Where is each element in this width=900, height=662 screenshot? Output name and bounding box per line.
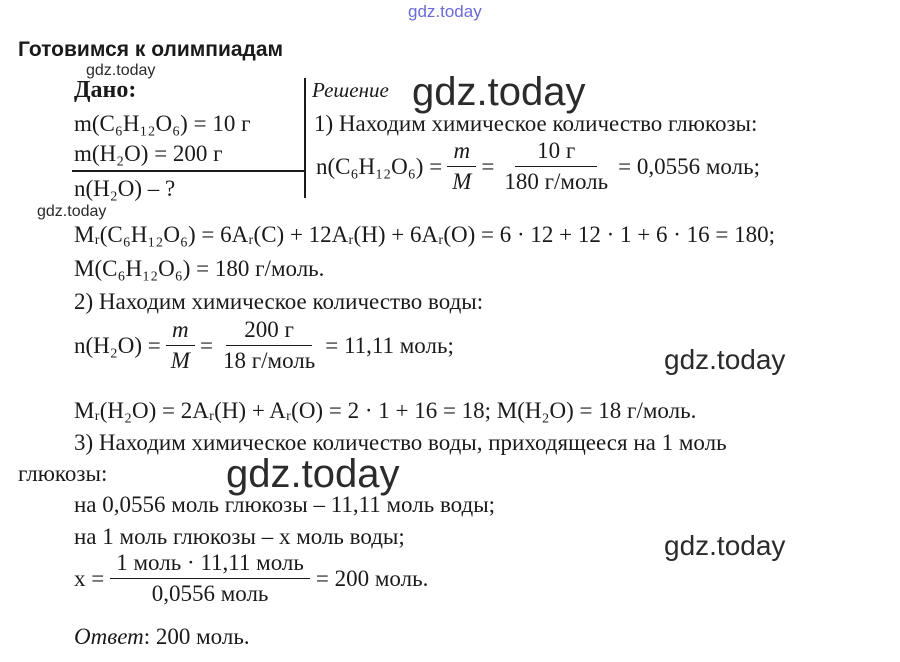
- eq2-rhs: = 11,11 моль;: [325, 332, 454, 358]
- eq3-den: 0,0556 моль: [151, 581, 269, 606]
- watermark-right-2: gdz.today: [664, 530, 786, 561]
- eq1-fraction-1: [446, 138, 477, 195]
- mr-glucose-line: Mᵣ(C₆H₁₂O₆) = 6Aᵣ(C) + 12Aᵣ(H) + 6Aᵣ(O) = 6 · 12 + 12 · 1 + 6 · 16 = 180;: [74, 222, 776, 247]
- solution-step-1: 1) Находим химическое количество глюкозы:: [314, 111, 758, 136]
- solution-step-2: 2) Находим химическое количество воды:: [74, 289, 484, 314]
- answer-line: [74, 624, 250, 650]
- given-line-3: n(H₂O) – ?: [74, 176, 176, 201]
- watermark-solution: gdz.today: [412, 70, 586, 114]
- eq2-fraction-1: [165, 317, 196, 374]
- proportion-line-2: на 1 моль глюкозы – x моль воды;: [74, 524, 405, 549]
- eq1-equals: =: [481, 153, 495, 179]
- equation-2: [74, 317, 454, 374]
- given-line-2: m(H₂O) = 200 г: [74, 141, 223, 166]
- eq1-lhs: n(C₆H₁₂O₆) =: [316, 153, 443, 179]
- eq3-lhs: x =: [74, 565, 105, 591]
- eq1-f1-num: m: [447, 138, 476, 167]
- mr-water-line: Mᵣ(H₂O) = 2Aᵣ(H) + Aᵣ(O) = 2 · 1 + 16 = 18; M(H₂O) = 18 г/моль.: [74, 398, 697, 423]
- eq3-rhs: = 200 моль.: [315, 565, 429, 591]
- equation-1: [316, 138, 760, 195]
- given-line-1: m(C₆H₁₂O₆) = 10 г: [74, 111, 251, 136]
- page-heading: Готовимся к олимпиадам: [18, 38, 284, 61]
- watermark-given: gdz.today: [86, 62, 156, 79]
- eq3-num: 1 моль · 11,11 моль: [110, 550, 310, 579]
- eq2-fraction-2: [217, 317, 321, 374]
- eq1-fraction-2: [498, 138, 614, 195]
- watermark-left: gdz.today: [37, 203, 107, 220]
- watermark-center: gdz.today: [226, 452, 400, 496]
- watermark-right-1: gdz.today: [664, 344, 786, 375]
- eq1-f1-den: M: [452, 169, 472, 194]
- eq2-f1-num: m: [166, 317, 195, 346]
- eq2-f2-num: 200 г: [226, 317, 312, 346]
- eq3-fraction: [110, 550, 310, 607]
- eq2-equals: =: [199, 332, 213, 358]
- equation-3: [74, 550, 428, 607]
- eq2-lhs: n(H₂O) =: [74, 332, 161, 358]
- eq1-f2-num: 10 г: [515, 138, 597, 167]
- eq1-rhs: = 0,0556 моль;: [618, 153, 760, 179]
- m-glucose-line: M(C₆H₁₂O₆) = 180 г/моль.: [74, 256, 325, 281]
- eq1-f2-den: 180 г/моль: [504, 169, 609, 194]
- answer-value: : 200 моль.: [143, 624, 250, 649]
- eq2-f2-den: 18 г/моль: [222, 348, 316, 373]
- given-divider: [72, 170, 304, 172]
- given-label: Дано:: [74, 77, 137, 103]
- answer-label: Ответ: [74, 624, 144, 649]
- solution-label: Решение: [312, 78, 389, 102]
- proportion-line-1: на 0,0556 моль глюкозы – 11,11 моль воды;: [74, 492, 496, 517]
- eq2-f1-den: M: [170, 348, 190, 373]
- solution-step-3b: глюкозы:: [18, 461, 108, 486]
- watermark-top: gdz.today: [408, 2, 482, 21]
- given-separator: [304, 78, 306, 198]
- solution-step-3a: 3) Находим химическое количество воды, приходящееся на 1 моль: [74, 430, 727, 455]
